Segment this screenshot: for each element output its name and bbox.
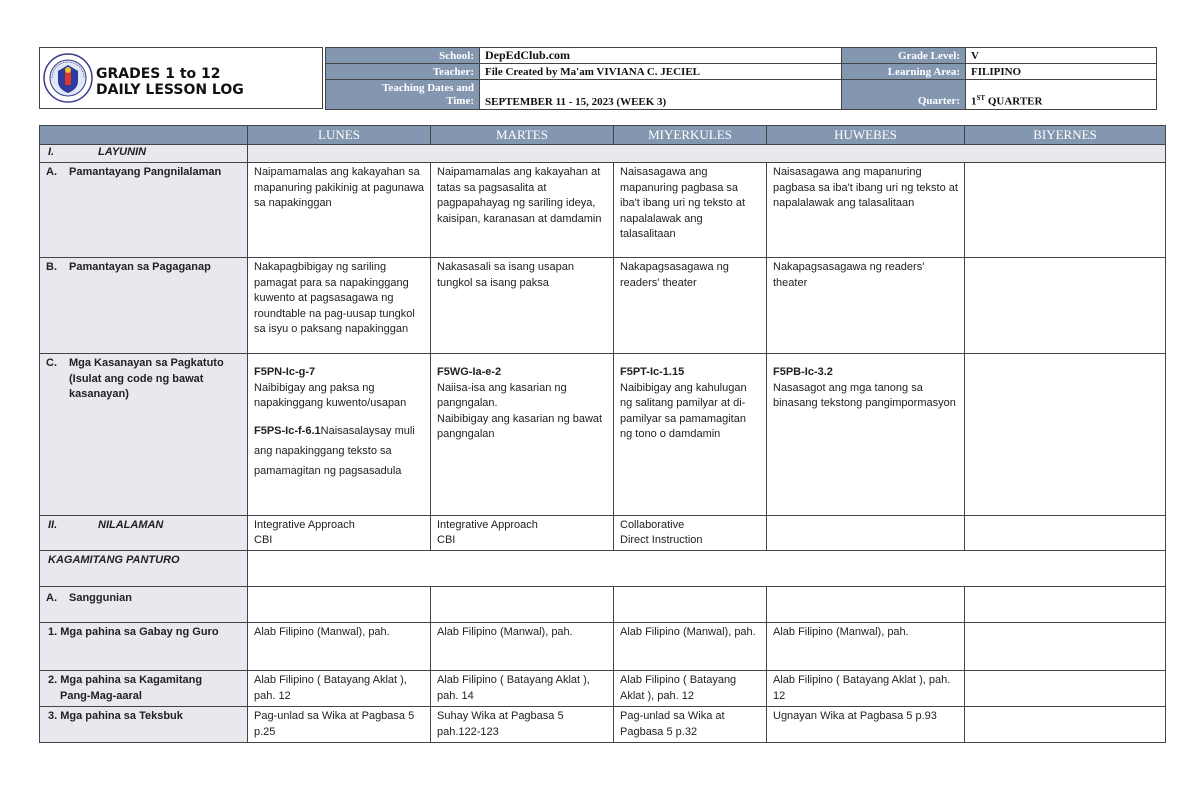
day-header-martes: MARTES xyxy=(431,126,614,145)
table-cell: Nakapagsasagawa ng readers' theater xyxy=(614,258,767,354)
layunin-label: I. LAYUNIN xyxy=(40,145,248,163)
table-cell: Ugnayan Wika at Pagbasa 5 p.93 xyxy=(767,707,965,743)
gabay-label: 1. Mga pahina sa Gabay ng Guro xyxy=(40,623,248,671)
table-row xyxy=(40,354,1166,516)
teksbuk-label: 3. Mga pahina sa Teksbuk xyxy=(40,707,248,743)
kasanayan-lunes-cell: F5PN-Ic-g-7 Naibibigay ang paksa ng napakinggang kuwento/usapan F5PS-Ic-f-6.1Naisasalaysay muli ang napakinggang teksto sa pamamagitan ng pagsasadula xyxy=(248,354,431,516)
table-cell: Naisasagawa ang mapanuring pagbasa sa iba't ibang uri ng teksto at napalalawak ang talasalitaan xyxy=(614,163,767,258)
kasanayan-miyerkules-cell: F5PT-Ic-1.15 Naibibigay ang kahulugan ng salitang pamilyar at di-pamilyar sa pamamagitan ng tono o damdamin xyxy=(614,354,767,516)
table-cell: Alab Filipino (Manwal), pah. xyxy=(248,623,431,671)
days-header-row xyxy=(40,126,1166,145)
lesson-plan-table xyxy=(39,125,1166,743)
table-cell xyxy=(767,587,965,623)
layunin-row xyxy=(40,145,1166,163)
table-cell xyxy=(965,258,1166,354)
learning-area-value: FILIPINO xyxy=(966,64,1157,80)
layunin-span xyxy=(248,145,1166,163)
table-cell xyxy=(965,163,1166,258)
corner-header xyxy=(40,126,248,145)
table-cell xyxy=(248,587,431,623)
day-header-biyernes: BIYERNES xyxy=(965,126,1166,145)
quarter-label: Quarter: xyxy=(842,80,966,110)
kagamitan-row xyxy=(40,551,1166,587)
pamantayan-pagganap-label: B. Pamantayan sa Pagaganap xyxy=(40,258,248,354)
table-cell: Suhay Wika at Pagbasa 5 pah.122-123 xyxy=(431,707,614,743)
table-cell: Alab Filipino ( Batayang Aklat ), pah. 12 xyxy=(767,671,965,707)
table-cell xyxy=(767,516,965,551)
table-cell: Naipamamalas ang kakayahan at tatas sa pagsasalita at pagpapahayag ng sariling ideya, kaisipan, karanasan at damdamin xyxy=(431,163,614,258)
table-cell xyxy=(965,671,1166,707)
table-cell: Alab Filipino (Manwal), pah. xyxy=(614,623,767,671)
table-row xyxy=(40,707,1166,743)
table-row xyxy=(40,623,1166,671)
table-cell xyxy=(965,623,1166,671)
table-cell: Alab Filipino (Manwal), pah. xyxy=(431,623,614,671)
table-cell xyxy=(614,587,767,623)
kagamitang-mag-aaral-label: 2. Mga pahina sa Kagamitang Pang-Mag-aaral xyxy=(40,671,248,707)
table-cell: Alab Filipino (Manwal), pah. xyxy=(767,623,965,671)
logo-title-cell xyxy=(39,47,323,109)
table-cell: Alab Filipino ( Batayang Aklat ), pah. 14 xyxy=(431,671,614,707)
kagamitan-label: KAGAMITANG PANTURO xyxy=(40,551,248,587)
table-cell xyxy=(965,516,1166,551)
table-cell: Alab Filipino ( Batayang Aklat ), pah. 12 xyxy=(248,671,431,707)
table-cell: Naipamamalas ang kakayahan sa mapanuring pakikinig at pagunawa sa napakinggan xyxy=(248,163,431,258)
competency-code: F5PT-Ic-1.15 xyxy=(620,366,685,378)
table-cell: Pag-unlad sa Wika at Pagbasa 5 p.32 xyxy=(614,707,767,743)
table-cell: Naisasagawa ang mapanuring pagbasa sa iba't ibang uri ng teksto at napalalawak ang talasalitaan xyxy=(767,163,965,258)
nilalaman-label: II. NILALAMAN xyxy=(40,516,248,551)
table-cell: Integrative Approach CBI xyxy=(248,516,431,551)
day-header-huwebes: HUWEBES xyxy=(767,126,965,145)
pamantayang-pangnilalaman-label: A. Pamantayang Pangnilalaman xyxy=(40,163,248,258)
deped-seal-icon xyxy=(43,53,93,103)
quarter-value: 1ST QUARTER xyxy=(966,80,1157,110)
kasanayan-huwebes-cell: F5PB-Ic-3.2 Nasasagot ang mga tanong sa binasang tekstong pangimpormasyon xyxy=(767,354,965,516)
table-row xyxy=(40,258,1166,354)
school-value: DepEdClub.com xyxy=(480,48,842,64)
nilalaman-row xyxy=(40,516,1166,551)
kasanayan-martes-cell: F5WG-Ia-e-2 Naiisa-isa ang kasarian ng pangngalan. Naibibigay ang kasarian ng bawat pangngalan xyxy=(431,354,614,516)
competency-code: F5PS-Ic-f-6.1 xyxy=(254,424,321,437)
table-cell: Alab Filipino ( Batayang Aklat ), pah. 12 xyxy=(614,671,767,707)
table-cell: Nakapagbibigay ng sariling pamagat para sa napakinggang kuwento at pagsasagawa ng roundtable na pag-uusap tungkol sa isyu o paksang napakinggan xyxy=(248,258,431,354)
teaching-dates-label: Teaching Dates and Time: xyxy=(326,80,480,110)
table-cell: Integrative Approach CBI xyxy=(431,516,614,551)
table-cell xyxy=(431,587,614,623)
teacher-label: Teacher: xyxy=(326,64,480,80)
competency-code: F5WG-Ia-e-2 xyxy=(437,366,502,378)
kasanayan-label: C. Mga Kasanayan sa Pagkatuto (Isulat ang code ng bawat kasanayan) xyxy=(40,354,248,516)
day-header-lunes: LUNES xyxy=(248,126,431,145)
teacher-value: File Created by Ma'am VIVIANA C. JECIEL xyxy=(480,64,842,80)
lesson-log-header xyxy=(39,47,1156,111)
day-header-miyerkules: MIYERKULES xyxy=(614,126,767,145)
table-row xyxy=(40,671,1166,707)
table-cell: Pag-unlad sa Wika at Pagbasa 5 p.25 xyxy=(248,707,431,743)
competency-code: F5PN-Ic-g-7 xyxy=(254,366,316,378)
table-row xyxy=(40,163,1166,258)
competency-code: F5PB-Ic-3.2 xyxy=(773,366,833,378)
kagamitan-span xyxy=(248,551,1166,587)
table-cell xyxy=(965,707,1166,743)
grade-level-value: V xyxy=(966,48,1157,64)
grade-level-label: Grade Level: xyxy=(842,48,966,64)
table-row xyxy=(40,587,1166,623)
table-cell: Nakapagsasagawa ng readers' theater xyxy=(767,258,965,354)
table-cell xyxy=(965,587,1166,623)
sanggunian-label: A. Sanggunian xyxy=(40,587,248,623)
table-cell: Nakasasali sa isang usapan tungkol sa isang paksa xyxy=(431,258,614,354)
document-title: GRADES 1 to 12 DAILY LESSON LOG xyxy=(96,66,244,98)
info-table xyxy=(325,47,1157,110)
kasanayan-biyernes-cell xyxy=(965,354,1166,516)
teaching-dates-value: SEPTEMBER 11 - 15, 2023 (WEEK 3) xyxy=(480,80,842,110)
table-cell: Collaborative Direct Instruction xyxy=(614,516,767,551)
learning-area-label: Learning Area: xyxy=(842,64,966,80)
school-label: School: xyxy=(326,48,480,64)
